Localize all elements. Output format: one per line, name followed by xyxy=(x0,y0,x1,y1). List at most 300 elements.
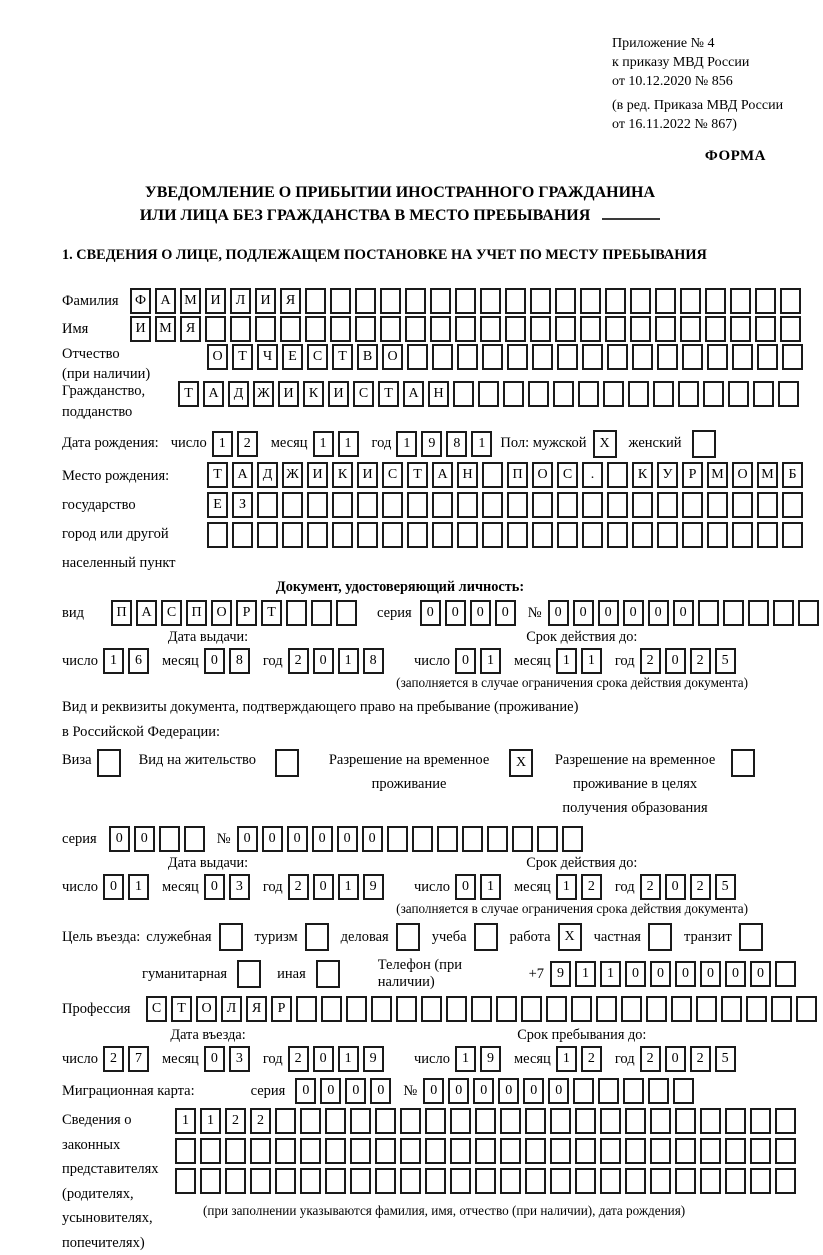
char-box[interactable] xyxy=(730,316,751,342)
char-box[interactable] xyxy=(530,316,551,342)
char-box[interactable]: 9 xyxy=(363,874,384,900)
char-box[interactable] xyxy=(437,826,458,852)
char-box[interactable] xyxy=(555,316,576,342)
char-box[interactable]: А xyxy=(203,381,224,407)
char-box[interactable] xyxy=(546,996,567,1022)
char-box[interactable] xyxy=(325,1108,346,1134)
char-box[interactable] xyxy=(500,1108,521,1134)
char-box[interactable]: Ч xyxy=(257,344,278,370)
char-box[interactable]: А xyxy=(232,462,253,488)
char-box[interactable] xyxy=(412,826,433,852)
char-box[interactable]: П xyxy=(507,462,528,488)
char-box[interactable] xyxy=(500,1138,521,1164)
char-box[interactable] xyxy=(480,316,501,342)
char-box[interactable] xyxy=(207,522,228,548)
opt-work-checkbox[interactable] xyxy=(558,923,582,951)
char-box[interactable] xyxy=(553,381,574,407)
char-box[interactable]: 0 xyxy=(675,961,696,987)
char-box[interactable] xyxy=(405,316,426,342)
char-box[interactable] xyxy=(500,1168,521,1194)
char-box[interactable]: 0 xyxy=(313,874,334,900)
char-box[interactable] xyxy=(350,1168,371,1194)
char-box[interactable] xyxy=(425,1138,446,1164)
char-box[interactable] xyxy=(532,492,553,518)
char-box[interactable]: 1 xyxy=(480,648,501,674)
char-box[interactable]: Я xyxy=(180,316,201,342)
char-box[interactable] xyxy=(603,381,624,407)
char-box[interactable]: 1 xyxy=(556,648,577,674)
char-box[interactable]: 2 xyxy=(237,431,258,457)
char-box[interactable] xyxy=(275,1108,296,1134)
char-box[interactable] xyxy=(607,344,628,370)
char-box[interactable]: П xyxy=(186,600,207,626)
char-box[interactable] xyxy=(648,923,672,951)
char-box[interactable] xyxy=(275,1168,296,1194)
char-box[interactable]: Т xyxy=(171,996,192,1022)
char-box[interactable]: 0 xyxy=(345,1078,366,1104)
char-box[interactable] xyxy=(305,923,329,951)
char-box[interactable]: 1 xyxy=(396,431,417,457)
char-box[interactable]: 1 xyxy=(313,431,334,457)
char-box[interactable]: 0 xyxy=(470,600,491,626)
opt-transit-checkbox[interactable] xyxy=(739,923,763,951)
opt-study-checkbox[interactable] xyxy=(474,923,498,951)
char-box[interactable] xyxy=(296,996,317,1022)
char-box[interactable] xyxy=(275,1138,296,1164)
char-box[interactable] xyxy=(580,288,601,314)
char-box[interactable] xyxy=(757,344,778,370)
char-box[interactable] xyxy=(357,522,378,548)
char-box[interactable]: 0 xyxy=(420,600,441,626)
char-box[interactable] xyxy=(550,1108,571,1134)
char-box[interactable] xyxy=(286,600,307,626)
char-box[interactable] xyxy=(450,1168,471,1194)
char-box[interactable] xyxy=(432,344,453,370)
char-box[interactable] xyxy=(450,1138,471,1164)
char-box[interactable]: . xyxy=(582,462,603,488)
char-box[interactable] xyxy=(607,462,628,488)
char-box[interactable] xyxy=(600,1108,621,1134)
char-box[interactable] xyxy=(375,1168,396,1194)
char-box[interactable] xyxy=(731,749,755,777)
char-box[interactable]: В xyxy=(357,344,378,370)
char-box[interactable] xyxy=(550,1168,571,1194)
char-box[interactable]: 9 xyxy=(421,431,442,457)
char-box[interactable]: 0 xyxy=(320,1078,341,1104)
char-box[interactable] xyxy=(336,600,357,626)
char-box[interactable] xyxy=(605,288,626,314)
char-box[interactable] xyxy=(632,492,653,518)
char-box[interactable] xyxy=(775,961,796,987)
char-box[interactable] xyxy=(355,316,376,342)
char-box[interactable] xyxy=(703,381,724,407)
char-box[interactable] xyxy=(675,1138,696,1164)
char-box[interactable]: 0 xyxy=(109,826,130,852)
char-box[interactable]: С xyxy=(307,344,328,370)
char-box[interactable] xyxy=(607,522,628,548)
char-box[interactable] xyxy=(421,996,442,1022)
char-box[interactable] xyxy=(300,1138,321,1164)
char-box[interactable] xyxy=(300,1108,321,1134)
char-box[interactable] xyxy=(332,492,353,518)
char-box[interactable]: 0 xyxy=(287,826,308,852)
opt-tourism-checkbox[interactable] xyxy=(305,923,329,951)
opt-other-checkbox[interactable] xyxy=(316,960,340,988)
char-box[interactable]: 0 xyxy=(337,826,358,852)
char-box[interactable]: 0 xyxy=(548,600,569,626)
char-box[interactable]: 2 xyxy=(690,874,711,900)
char-box[interactable] xyxy=(525,1138,546,1164)
char-box[interactable]: 1 xyxy=(338,1046,359,1072)
char-box[interactable] xyxy=(750,1138,771,1164)
char-box[interactable]: О xyxy=(196,996,217,1022)
char-box[interactable] xyxy=(400,1168,421,1194)
char-box[interactable]: Т xyxy=(232,344,253,370)
char-box[interactable] xyxy=(425,1168,446,1194)
char-box[interactable] xyxy=(730,288,751,314)
char-box[interactable] xyxy=(512,826,533,852)
char-box[interactable]: А xyxy=(155,288,176,314)
char-box[interactable]: 0 xyxy=(700,961,721,987)
char-box[interactable] xyxy=(782,492,803,518)
char-box[interactable] xyxy=(507,522,528,548)
char-box[interactable]: 0 xyxy=(134,826,155,852)
char-box[interactable] xyxy=(600,1138,621,1164)
char-box[interactable] xyxy=(357,492,378,518)
char-box[interactable] xyxy=(478,381,499,407)
char-box[interactable]: И xyxy=(328,381,349,407)
char-box[interactable] xyxy=(457,344,478,370)
char-box[interactable] xyxy=(557,492,578,518)
char-box[interactable]: X xyxy=(593,430,617,458)
char-box[interactable] xyxy=(275,749,299,777)
char-box[interactable] xyxy=(675,1168,696,1194)
char-box[interactable]: У xyxy=(657,462,678,488)
char-box[interactable] xyxy=(532,344,553,370)
char-box[interactable] xyxy=(530,288,551,314)
char-box[interactable] xyxy=(739,923,763,951)
char-box[interactable] xyxy=(330,288,351,314)
char-box[interactable] xyxy=(316,960,340,988)
char-box[interactable] xyxy=(775,1168,796,1194)
char-box[interactable] xyxy=(225,1138,246,1164)
char-box[interactable] xyxy=(700,1138,721,1164)
char-box[interactable] xyxy=(750,1168,771,1194)
char-box[interactable] xyxy=(474,923,498,951)
char-box[interactable] xyxy=(557,522,578,548)
char-box[interactable] xyxy=(625,1168,646,1194)
char-box[interactable] xyxy=(782,522,803,548)
char-box[interactable]: Р xyxy=(271,996,292,1022)
char-box[interactable] xyxy=(475,1138,496,1164)
char-box[interactable]: 2 xyxy=(640,1046,661,1072)
char-box[interactable] xyxy=(746,996,767,1022)
char-box[interactable]: А xyxy=(136,600,157,626)
char-box[interactable]: 2 xyxy=(690,1046,711,1072)
char-box[interactable]: 0 xyxy=(665,874,686,900)
char-box[interactable] xyxy=(671,996,692,1022)
char-box[interactable]: 0 xyxy=(237,826,258,852)
char-box[interactable] xyxy=(250,1168,271,1194)
char-box[interactable]: Т xyxy=(407,462,428,488)
char-box[interactable] xyxy=(407,344,428,370)
char-box[interactable] xyxy=(775,1138,796,1164)
char-box[interactable]: Я xyxy=(246,996,267,1022)
char-box[interactable] xyxy=(453,381,474,407)
char-box[interactable] xyxy=(455,288,476,314)
char-box[interactable] xyxy=(219,923,243,951)
char-box[interactable] xyxy=(778,381,799,407)
opt-business-checkbox[interactable] xyxy=(396,923,420,951)
char-box[interactable]: 2 xyxy=(288,874,309,900)
char-box[interactable] xyxy=(725,1168,746,1194)
char-box[interactable] xyxy=(432,522,453,548)
char-box[interactable] xyxy=(387,826,408,852)
char-box[interactable]: 0 xyxy=(573,600,594,626)
char-box[interactable] xyxy=(755,316,776,342)
char-box[interactable] xyxy=(650,1168,671,1194)
char-box[interactable]: 1 xyxy=(455,1046,476,1072)
char-box[interactable] xyxy=(678,381,699,407)
char-box[interactable]: 1 xyxy=(575,961,596,987)
char-box[interactable]: 6 xyxy=(128,648,149,674)
char-box[interactable] xyxy=(355,288,376,314)
char-box[interactable] xyxy=(632,344,653,370)
char-box[interactable]: 0 xyxy=(495,600,516,626)
char-box[interactable]: А xyxy=(403,381,424,407)
char-box[interactable]: 7 xyxy=(128,1046,149,1072)
char-box[interactable]: Т xyxy=(178,381,199,407)
char-box[interactable] xyxy=(225,1168,246,1194)
char-box[interactable] xyxy=(725,1138,746,1164)
opt-private-checkbox[interactable] xyxy=(648,923,672,951)
char-box[interactable]: 5 xyxy=(715,1046,736,1072)
temp-permit-checkbox[interactable] xyxy=(509,749,533,777)
char-box[interactable]: 0 xyxy=(665,1046,686,1072)
char-box[interactable] xyxy=(482,462,503,488)
char-box[interactable] xyxy=(507,344,528,370)
char-box[interactable] xyxy=(562,826,583,852)
char-box[interactable] xyxy=(775,1108,796,1134)
char-box[interactable]: Н xyxy=(428,381,449,407)
char-box[interactable]: 1 xyxy=(471,431,492,457)
char-box[interactable] xyxy=(446,996,467,1022)
char-box[interactable] xyxy=(582,344,603,370)
char-box[interactable]: 0 xyxy=(623,600,644,626)
char-box[interactable] xyxy=(732,522,753,548)
char-box[interactable]: Р xyxy=(682,462,703,488)
char-box[interactable] xyxy=(346,996,367,1022)
char-box[interactable] xyxy=(555,288,576,314)
char-box[interactable] xyxy=(430,316,451,342)
char-box[interactable] xyxy=(655,288,676,314)
char-box[interactable]: 1 xyxy=(175,1108,196,1134)
char-box[interactable] xyxy=(757,492,778,518)
char-box[interactable]: 1 xyxy=(556,874,577,900)
char-box[interactable] xyxy=(680,316,701,342)
char-box[interactable] xyxy=(462,826,483,852)
char-box[interactable] xyxy=(648,1078,669,1104)
char-box[interactable]: 0 xyxy=(725,961,746,987)
opt-humanitarian-checkbox[interactable] xyxy=(237,960,261,988)
char-box[interactable] xyxy=(282,522,303,548)
char-box[interactable]: 9 xyxy=(550,961,571,987)
char-box[interactable] xyxy=(237,960,261,988)
char-box[interactable] xyxy=(625,1138,646,1164)
char-box[interactable]: 1 xyxy=(338,648,359,674)
char-box[interactable] xyxy=(728,381,749,407)
char-box[interactable] xyxy=(573,1078,594,1104)
char-box[interactable] xyxy=(582,492,603,518)
char-box[interactable]: 2 xyxy=(288,1046,309,1072)
char-box[interactable]: 2 xyxy=(581,1046,602,1072)
visa-checkbox[interactable] xyxy=(97,749,121,777)
char-box[interactable]: С xyxy=(161,600,182,626)
char-box[interactable] xyxy=(748,600,769,626)
char-box[interactable] xyxy=(232,522,253,548)
char-box[interactable] xyxy=(578,381,599,407)
char-box[interactable]: С xyxy=(353,381,374,407)
char-box[interactable]: Т xyxy=(261,600,282,626)
char-box[interactable]: О xyxy=(207,344,228,370)
char-box[interactable] xyxy=(732,492,753,518)
char-box[interactable] xyxy=(596,996,617,1022)
char-box[interactable] xyxy=(496,996,517,1022)
char-box[interactable]: Е xyxy=(282,344,303,370)
char-box[interactable]: 1 xyxy=(103,648,124,674)
char-box[interactable]: И xyxy=(205,288,226,314)
char-box[interactable] xyxy=(796,996,817,1022)
char-box[interactable]: Д xyxy=(257,462,278,488)
char-box[interactable] xyxy=(200,1168,221,1194)
char-box[interactable] xyxy=(257,492,278,518)
char-box[interactable] xyxy=(455,316,476,342)
char-box[interactable] xyxy=(698,600,719,626)
char-box[interactable]: 0 xyxy=(313,1046,334,1072)
char-box[interactable] xyxy=(400,1108,421,1134)
char-box[interactable] xyxy=(321,996,342,1022)
char-box[interactable] xyxy=(521,996,542,1022)
char-box[interactable]: С xyxy=(557,462,578,488)
char-box[interactable] xyxy=(550,1138,571,1164)
char-box[interactable] xyxy=(732,344,753,370)
char-box[interactable] xyxy=(682,344,703,370)
char-box[interactable] xyxy=(575,1168,596,1194)
char-box[interactable] xyxy=(707,344,728,370)
char-box[interactable] xyxy=(307,522,328,548)
char-box[interactable]: 0 xyxy=(548,1078,569,1104)
char-box[interactable]: 0 xyxy=(650,961,671,987)
char-box[interactable] xyxy=(457,522,478,548)
char-box[interactable] xyxy=(380,288,401,314)
char-box[interactable] xyxy=(480,288,501,314)
char-box[interactable] xyxy=(475,1168,496,1194)
char-box[interactable] xyxy=(282,492,303,518)
char-box[interactable] xyxy=(580,316,601,342)
char-box[interactable]: К xyxy=(632,462,653,488)
char-box[interactable]: 9 xyxy=(363,1046,384,1072)
char-box[interactable] xyxy=(657,492,678,518)
char-box[interactable] xyxy=(657,344,678,370)
char-box[interactable] xyxy=(621,996,642,1022)
char-box[interactable] xyxy=(375,1138,396,1164)
char-box[interactable] xyxy=(650,1108,671,1134)
char-box[interactable] xyxy=(582,522,603,548)
char-box[interactable]: М xyxy=(757,462,778,488)
char-box[interactable]: 0 xyxy=(473,1078,494,1104)
char-box[interactable]: С xyxy=(382,462,403,488)
char-box[interactable] xyxy=(280,316,301,342)
char-box[interactable] xyxy=(487,826,508,852)
char-box[interactable] xyxy=(407,522,428,548)
char-box[interactable] xyxy=(782,344,803,370)
char-box[interactable]: И xyxy=(357,462,378,488)
char-box[interactable] xyxy=(159,826,180,852)
char-box[interactable]: 0 xyxy=(262,826,283,852)
char-box[interactable] xyxy=(382,492,403,518)
char-box[interactable] xyxy=(184,826,205,852)
char-box[interactable] xyxy=(705,288,726,314)
char-box[interactable]: И xyxy=(130,316,151,342)
char-box[interactable] xyxy=(250,1138,271,1164)
char-box[interactable] xyxy=(537,826,558,852)
char-box[interactable] xyxy=(457,492,478,518)
char-box[interactable]: 1 xyxy=(200,1108,221,1134)
char-box[interactable]: 3 xyxy=(229,874,250,900)
char-box[interactable] xyxy=(482,492,503,518)
char-box[interactable] xyxy=(628,381,649,407)
char-box[interactable] xyxy=(505,316,526,342)
char-box[interactable]: М xyxy=(155,316,176,342)
char-box[interactable]: Я xyxy=(280,288,301,314)
char-box[interactable]: Т xyxy=(207,462,228,488)
char-box[interactable] xyxy=(575,1138,596,1164)
char-box[interactable]: 3 xyxy=(229,1046,250,1072)
char-box[interactable] xyxy=(371,996,392,1022)
char-box[interactable] xyxy=(630,316,651,342)
char-box[interactable] xyxy=(532,522,553,548)
char-box[interactable]: 1 xyxy=(212,431,233,457)
char-box[interactable] xyxy=(525,1168,546,1194)
char-box[interactable]: 2 xyxy=(250,1108,271,1134)
char-box[interactable]: 2 xyxy=(640,874,661,900)
char-box[interactable] xyxy=(325,1138,346,1164)
char-box[interactable] xyxy=(430,288,451,314)
char-box[interactable] xyxy=(721,996,742,1022)
char-box[interactable]: Е xyxy=(207,492,228,518)
char-box[interactable] xyxy=(657,522,678,548)
char-box[interactable]: 1 xyxy=(128,874,149,900)
char-box[interactable] xyxy=(205,316,226,342)
char-box[interactable] xyxy=(705,316,726,342)
char-box[interactable]: 0 xyxy=(423,1078,444,1104)
char-box[interactable] xyxy=(525,1108,546,1134)
char-box[interactable] xyxy=(646,996,667,1022)
char-box[interactable] xyxy=(607,492,628,518)
char-box[interactable]: 0 xyxy=(312,826,333,852)
char-box[interactable] xyxy=(682,522,703,548)
char-box[interactable]: Л xyxy=(230,288,251,314)
char-box[interactable] xyxy=(307,492,328,518)
char-box[interactable]: 0 xyxy=(370,1078,391,1104)
char-box[interactable]: 9 xyxy=(480,1046,501,1072)
opt-service-checkbox[interactable] xyxy=(219,923,243,951)
char-box[interactable] xyxy=(425,1108,446,1134)
char-box[interactable] xyxy=(230,316,251,342)
char-box[interactable]: 0 xyxy=(498,1078,519,1104)
char-box[interactable]: 0 xyxy=(103,874,124,900)
char-box[interactable]: Н xyxy=(457,462,478,488)
